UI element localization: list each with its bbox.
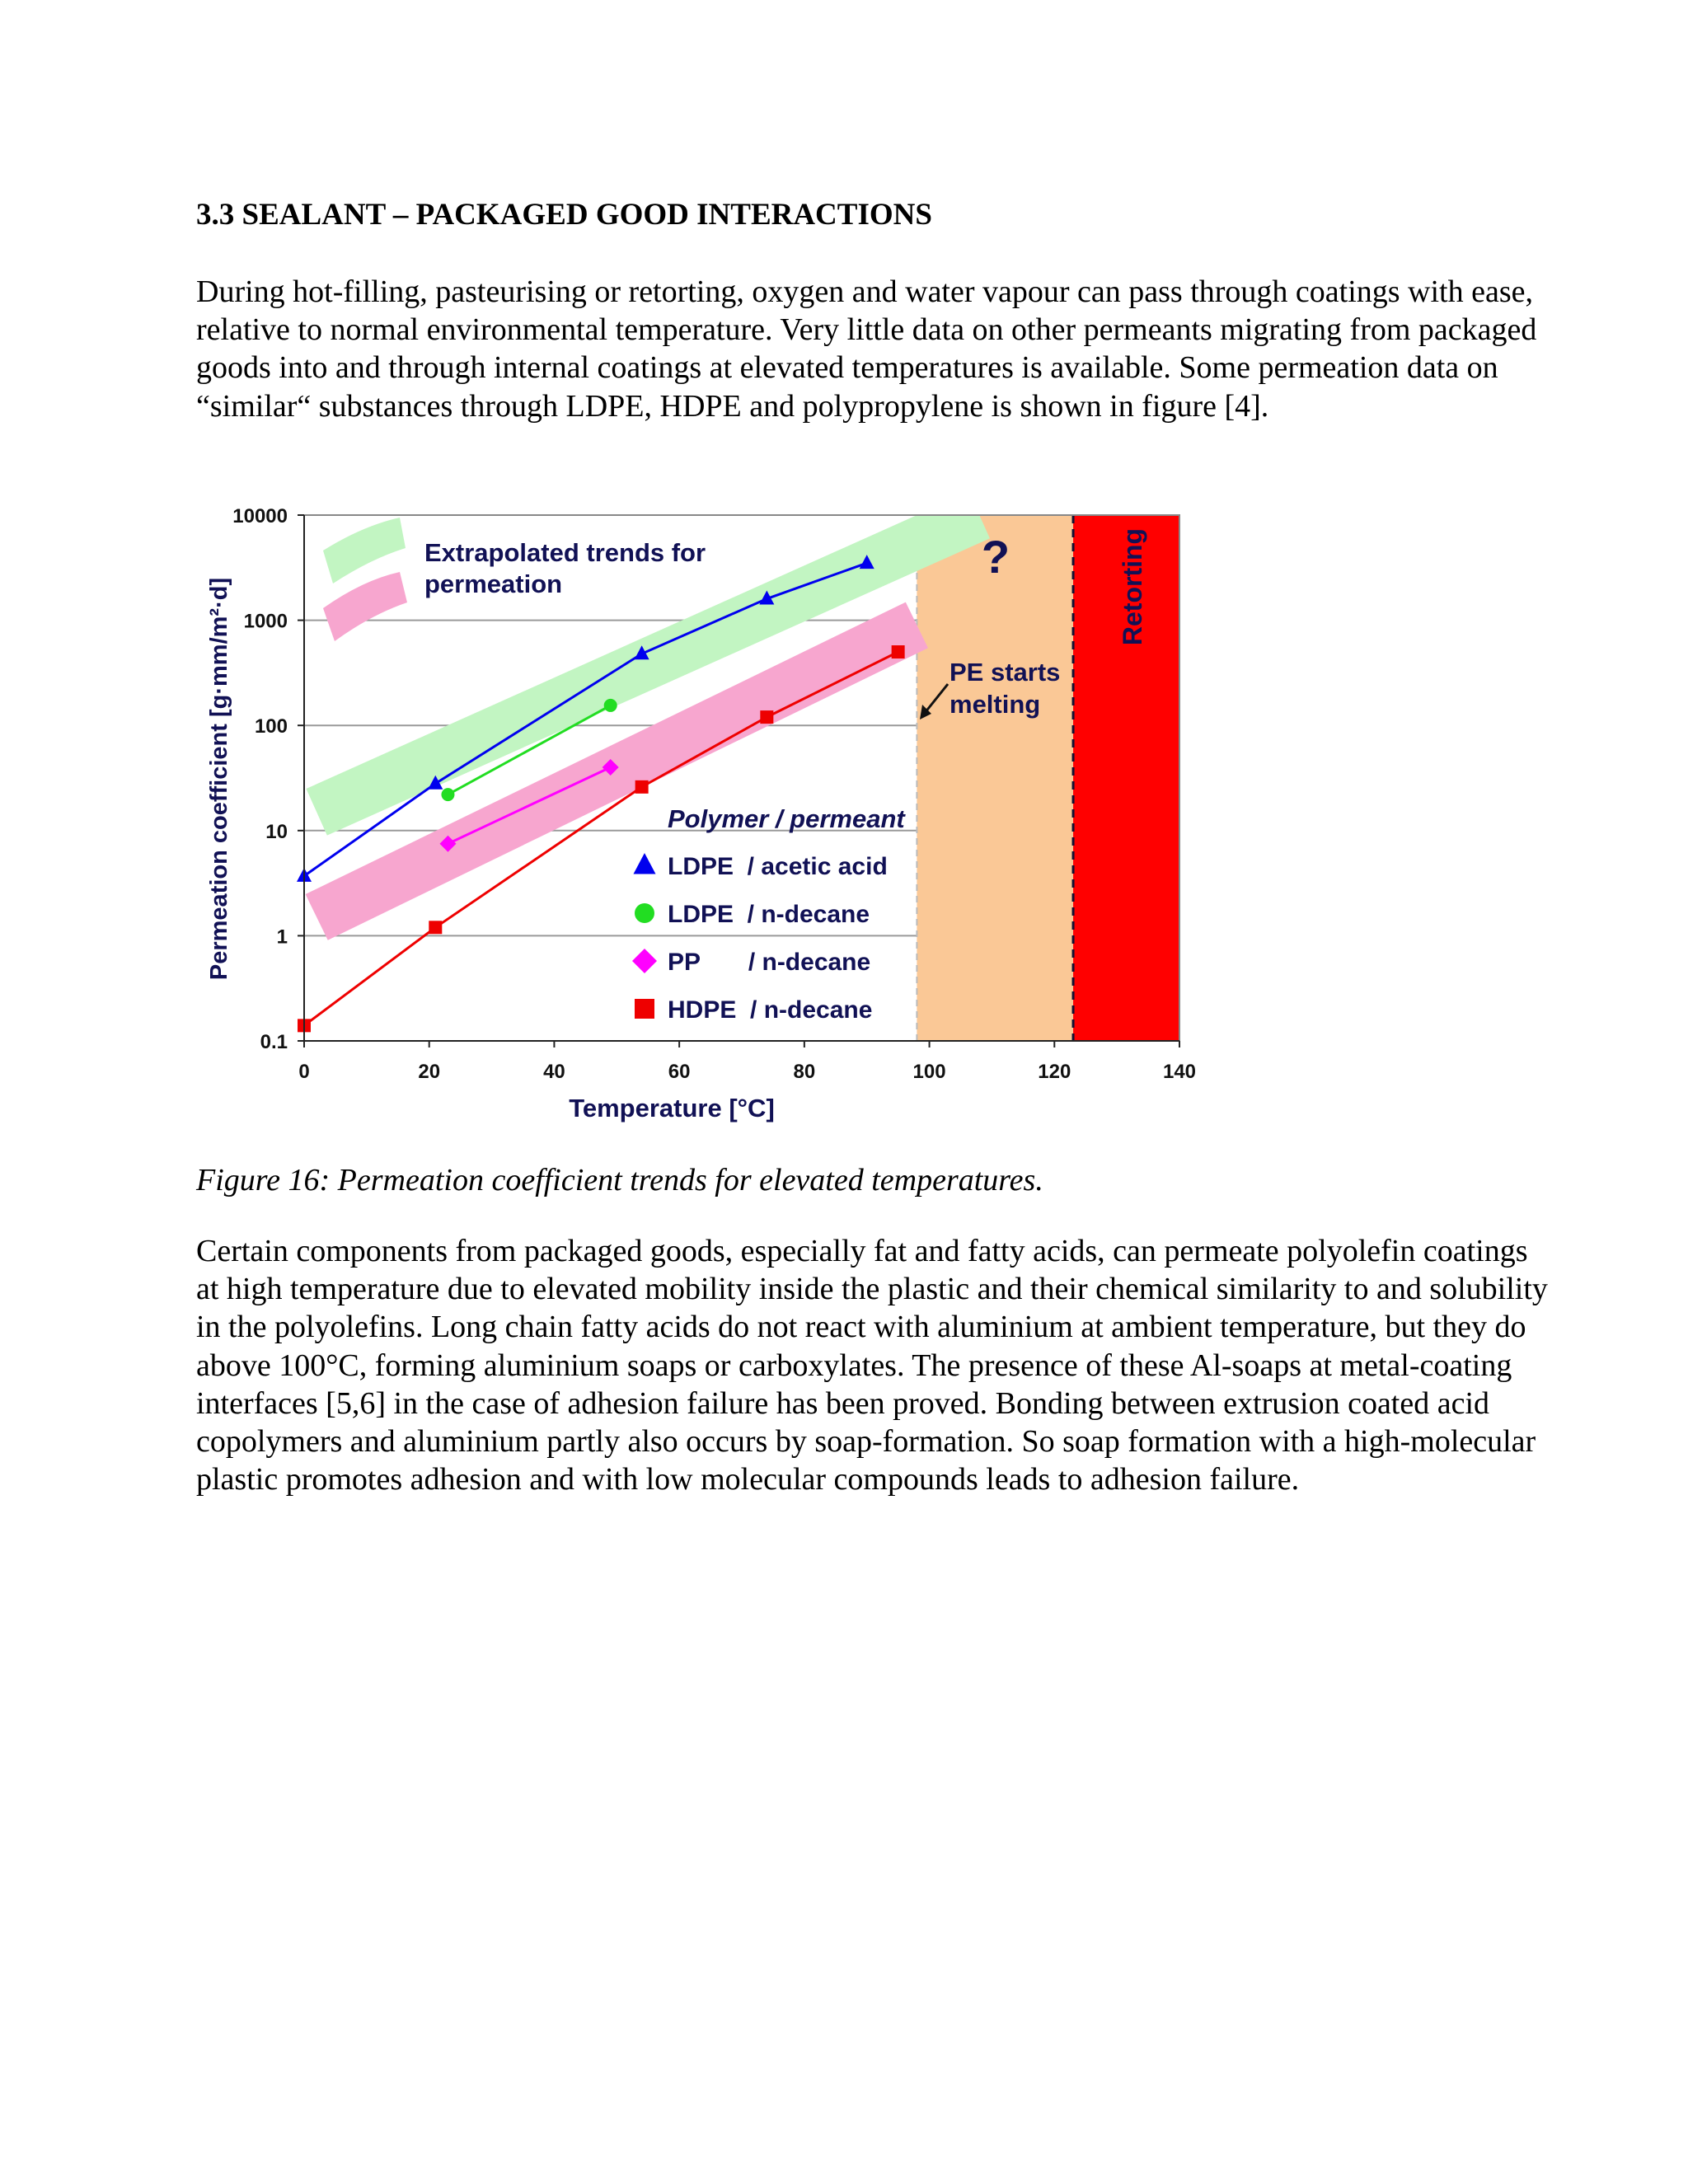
legend-label: HDPE / n-decane bbox=[668, 996, 873, 1024]
unknown-region-label: ? bbox=[981, 531, 1010, 583]
y-tick-label: 10 bbox=[265, 820, 288, 843]
legend-marker-square bbox=[635, 999, 654, 1019]
section-heading: 3.3 SEALANT – PACKAGED GOOD INTERACTIONS bbox=[196, 198, 932, 232]
body-paragraph: Certain components from packaged goods, especially fat and fatty acids, can permeate polyolefin coatings at high temperature due to elevated mobility inside the plastic and their chemical similarity to and solubility in the polyolefins. Long chain fatty acids do not react with aluminium at ambient temperature, but they do above 100°C, forming aluminium soaps or carboxylates. The presence of these Al-soaps at metal-coating interfaces [5,6] in the case of adhesion failure has been proved. Bonding between extrusion coated acid copolymers and aluminium partly also occurs by soap-formation. So soap formation with a high-molecular plastic promotes adhesion and with low molecular compounds leads to adhesion failure. bbox=[196, 1234, 1548, 1497]
data-point bbox=[760, 710, 773, 724]
x-tick-label: 60 bbox=[668, 1061, 691, 1083]
band-legend-title-line: Extrapolated trends for bbox=[424, 538, 706, 567]
data-point bbox=[429, 921, 442, 934]
x-tick-label: 100 bbox=[912, 1061, 946, 1083]
x-tick-label: 140 bbox=[1162, 1061, 1197, 1083]
x-axis-label: Temperature [°C] bbox=[569, 1094, 775, 1122]
retorting-region-label: Retorting bbox=[1118, 527, 1147, 646]
melting-note-line: PE starts bbox=[950, 658, 1061, 687]
data-point bbox=[441, 788, 454, 801]
x-tick-label: 20 bbox=[418, 1061, 441, 1083]
legend-title: Polymer / permeant bbox=[668, 804, 905, 833]
data-point bbox=[635, 780, 649, 794]
x-tick-label: 40 bbox=[543, 1061, 565, 1083]
y-axis-label: Permeation coefficient [g·mm/m²·d] bbox=[206, 577, 232, 981]
band-legend-title-line: permeation bbox=[424, 569, 563, 598]
y-tick-label: 1000 bbox=[243, 610, 288, 633]
legend-label: LDPE / acetic acid bbox=[668, 853, 888, 880]
legend-marker-circle bbox=[635, 903, 654, 923]
region-0 bbox=[917, 515, 1073, 1041]
figure-caption: Figure 16: Permeation coefficient trends for elevated temperatures. bbox=[196, 1163, 1043, 1197]
data-point bbox=[892, 645, 905, 658]
y-tick-label: 100 bbox=[254, 715, 288, 738]
x-tick-label: 0 bbox=[298, 1061, 310, 1083]
x-tick-label: 80 bbox=[793, 1061, 816, 1083]
data-point bbox=[604, 699, 617, 712]
legend-label: PP / n-decane bbox=[668, 949, 871, 976]
melting-note-line: melting bbox=[950, 690, 1041, 719]
x-tick-label: 120 bbox=[1038, 1061, 1071, 1083]
y-tick-label: 1 bbox=[276, 926, 288, 949]
y-tick-label: 10000 bbox=[232, 505, 288, 527]
legend-label: LDPE / n-decane bbox=[668, 901, 870, 928]
y-tick-label: 0.1 bbox=[260, 1031, 288, 1053]
intro-paragraph: During hot-filling, pasteurising or retorting, oxygen and water vapour can pass through coatings with ease, relative to normal environmental temperature. Very little data on other permeants migrating from packaged goods into and through internal coatings at elevated temperatures is available. Some permeation data on “similar“ substances through LDPE, HDPE and polypropylene is shown in figure [4]. bbox=[196, 274, 1537, 424]
